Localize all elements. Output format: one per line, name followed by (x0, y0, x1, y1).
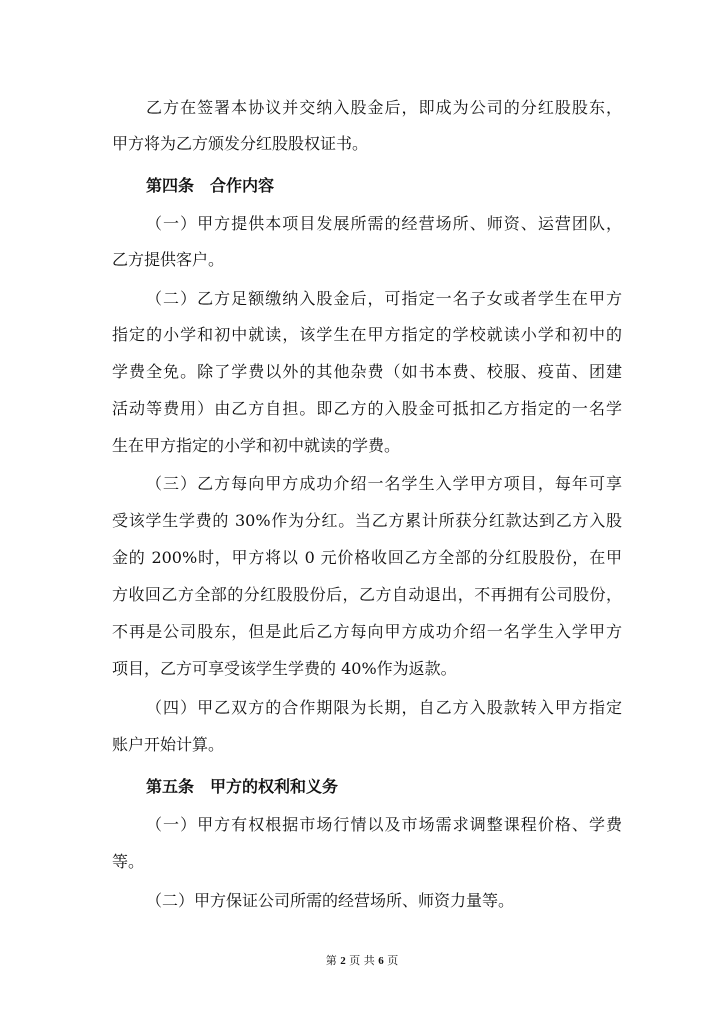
section-heading: 第五条 甲方的权利和义务 (146, 777, 339, 796)
paragraph-line: （三）乙方每向甲方成功介绍一名学生入学甲方项目，每年可享 (146, 474, 622, 493)
footer-prefix: 第 (325, 954, 337, 967)
paragraph-line: 甲方将为乙方颁发分红股股权证书。 (112, 134, 369, 153)
footer-page-number: 2 (340, 955, 346, 967)
paragraph-line: （四）甲乙双方的合作期限为长期，自乙方入股款转入甲方指定 (146, 698, 622, 717)
paragraph-line: （一）甲方有权根据市场行情以及市场需求调整课程价格、学费 (146, 815, 622, 834)
paragraph-line: 活动等费用）由乙方自担。即乙方的入股金可抵扣乙方指定的一名学 (112, 399, 622, 418)
paragraph-line: 指定的小学和初中就读，该学生在甲方指定的学校就读小学和初中的 (112, 325, 622, 344)
section-heading: 第四条 合作内容 (146, 176, 275, 195)
paragraph-line: 金的 200%时，甲方将以 0 元价格收回乙方全部的分红股股份，在甲 (112, 548, 622, 567)
footer-total-pages: 6 (378, 955, 384, 967)
paragraph-line: （二）甲方保证公司所需的经营场所、师资力量等。 (146, 891, 515, 910)
page-footer (0, 954, 724, 968)
paragraph-line: 不再是公司股东，但是此后乙方每向甲方成功介绍一名学生入学甲方 (112, 622, 622, 641)
paragraph-line: （一）甲方提供本项目发展所需的经营场所、师资、运营团队， (146, 214, 622, 233)
paragraph-line: 学费全免。除了学费以外的其他杂费（如书本费、校服、疫苗、团建 (112, 362, 622, 381)
footer-middle: 页 共 (349, 954, 375, 967)
paragraph-line: 生在甲方指定的小学和初中就读的学费。 (112, 436, 401, 455)
paragraph-line: 乙方在签署本协议并交纳入股金后，即成为公司的分红股股东， (146, 98, 622, 117)
footer-suffix: 页 (387, 954, 399, 967)
paragraph-line: 等。 (112, 852, 145, 871)
paragraph-line: 账户开始计算。 (112, 735, 225, 754)
paragraph-line: 项目，乙方可享受该学生学费的 40%作为返款。 (112, 659, 457, 678)
paragraph-line: （二）乙方足额缴纳入股金后，可指定一名子女或者学生在甲方 (146, 289, 622, 308)
paragraph-line: 方收回乙方全部的分红股股份后，乙方自动退出，不再拥有公司股份， (112, 585, 622, 604)
paragraph-line: 乙方提供客户。 (112, 250, 225, 269)
paragraph-line: 受该学生学费的 30%作为分红。当乙方累计所获分红款达到乙方入股 (112, 511, 622, 530)
